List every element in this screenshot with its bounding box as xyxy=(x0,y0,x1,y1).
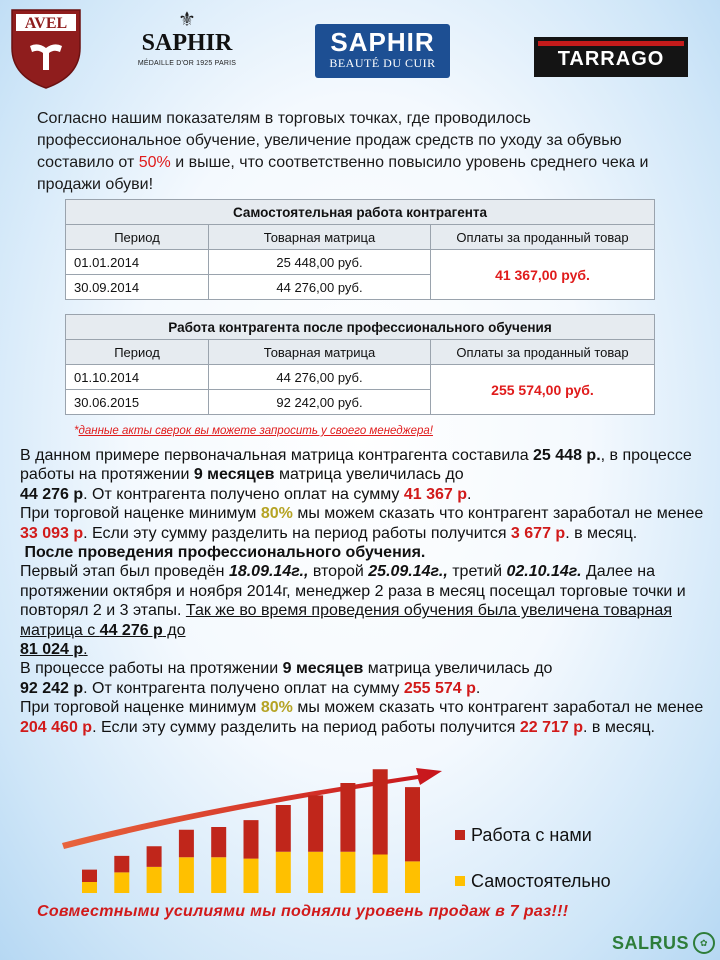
bar-self-6 xyxy=(244,859,259,893)
bar-self-8 xyxy=(308,852,323,893)
payment-cell: 255 574,00 руб. xyxy=(431,365,655,415)
column-header-matrix: Товарная матрица xyxy=(209,340,431,365)
bar-with-us-2 xyxy=(114,856,129,873)
paragraph-stages: Первый этап был проведён 18.09.14г., второй 25.09.14г., третий 02.10.14г. Далее на протяжении октября и ноября 2014г, менеджер 2 раза в месяц посещал торговые точки и повторял 2 и 3 этапы. Так же во время проведения обучения была увеличена товарная матрица с 44 276 р до 81 024 р. xyxy=(20,563,686,659)
bar-self-3 xyxy=(147,867,162,893)
bar-with-us-1 xyxy=(82,870,97,882)
bar-with-us-8 xyxy=(308,795,323,851)
period-cell: 01.10.2014 xyxy=(66,365,209,390)
avel-logo-text: AVEL xyxy=(24,15,68,32)
paragraph-initial: В данном примере первоначальная матрица контрагента составила 25 448 р., в процессе работы на протяжении 9 месяцев матрица увеличилась до 44 276 р. От контрагента получено оплат на сумму 41 367 р. xyxy=(20,447,692,503)
saphir-medaille-sub: MÉDAILLE D'OR 1925 PARIS xyxy=(137,60,237,67)
chart-legend xyxy=(455,812,611,904)
column-header-period: Период xyxy=(66,340,209,365)
bar-self-4 xyxy=(179,857,194,893)
saphir-beaute-sub: BEAUTÉ DU CUIR xyxy=(329,56,436,70)
table-row xyxy=(66,250,655,275)
matrix-cell: 44 276,00 руб. xyxy=(209,365,431,390)
column-header-payment: Оплаты за проданный товар xyxy=(431,225,655,250)
logo-bar xyxy=(0,0,720,100)
legend-swatch-yellow xyxy=(455,876,465,886)
avel-logo xyxy=(10,8,82,90)
section-heading: После проведения профессионального обучения. xyxy=(24,544,426,562)
table-row xyxy=(66,365,655,390)
salrus-logo xyxy=(612,932,715,954)
bar-self-1 xyxy=(82,882,97,893)
intro-percent: 50% xyxy=(138,154,171,171)
bar-with-us-10 xyxy=(373,769,388,854)
table-caption: Работа контрагента после профессионального обучения xyxy=(66,315,655,340)
period-cell: 30.09.2014 xyxy=(66,275,209,300)
legend-item-with-us xyxy=(455,812,611,858)
bar-with-us-7 xyxy=(276,805,291,852)
paragraph-margin-1: При торговой наценке минимум 80% мы можем сказать что контрагент заработал не менее 33 093 р. Если эту сумму разделить на период работы получится 3 677 р. в месяц. xyxy=(20,505,704,542)
bar-self-10 xyxy=(373,855,388,894)
column-header-period: Период xyxy=(66,225,209,250)
legend-item-self xyxy=(455,858,611,904)
bar-with-us-11 xyxy=(405,787,420,861)
bar-with-us-5 xyxy=(211,827,226,857)
tarrago-logo xyxy=(534,37,688,77)
matrix-cell: 25 448,00 руб. xyxy=(209,250,431,275)
intro-text-1: Согласно нашим показателям в торговых точках, где проводилось профессиональное обучение, увеличение продаж средств по уходу за обувью составило от xyxy=(37,110,622,171)
bar-with-us-9 xyxy=(340,783,355,852)
matrix-cell: 44 276,00 руб. xyxy=(209,275,431,300)
intro-text-2: и выше, что соответственно повысило уровень среднего чека и продажи обуви! xyxy=(37,154,649,193)
bar-with-us-4 xyxy=(179,830,194,858)
matrix-cell: 92 242,00 руб. xyxy=(209,390,431,415)
sales-growth-chart xyxy=(60,765,480,895)
saphir-beaute-logo xyxy=(315,24,450,78)
paragraph-margin-2: При торговой наценке минимум 80% мы можем сказать что контрагент заработал не менее 204 460 р. Если эту сумму разделить на период работы получится 22 717 р. в месяц. xyxy=(20,699,704,736)
column-header-matrix: Товарная матрица xyxy=(209,225,431,250)
bar-self-11 xyxy=(405,861,420,893)
body-text xyxy=(20,446,710,737)
payment-cell: 41 367,00 руб. xyxy=(431,250,655,300)
legend-label-self: Самостоятельно xyxy=(471,870,611,891)
saphir-medaille-word: SAPHIR xyxy=(141,30,233,56)
table-caption: Самостоятельная работа контрагента xyxy=(66,200,655,225)
bar-self-5 xyxy=(211,857,226,893)
bar-self-2 xyxy=(114,872,129,893)
legend-label-with-us: Работа с нами xyxy=(471,824,592,845)
footnote xyxy=(74,425,433,437)
bar-self-7 xyxy=(276,852,291,893)
column-header-payment: Оплаты за проданный товар xyxy=(431,340,655,365)
footnote-star: * xyxy=(74,425,79,437)
bar-with-us-3 xyxy=(147,846,162,867)
footnote-text: данные акты сверок вы можете запросить у своего менеджера! xyxy=(78,425,433,437)
bar-self-9 xyxy=(340,852,355,893)
salrus-emblem-icon: ✿ xyxy=(693,932,715,954)
salrus-word: SALRUS xyxy=(612,932,690,953)
slogan: Совместными усилиями мы подняли уровень продаж в 7 раз!!! xyxy=(37,903,569,920)
table-self-work xyxy=(65,199,655,300)
crest-icon: ⚜ xyxy=(178,7,196,31)
period-cell: 30.06.2015 xyxy=(66,390,209,415)
period-cell: 01.01.2014 xyxy=(66,250,209,275)
table-after-training xyxy=(65,314,655,415)
legend-swatch-red xyxy=(455,830,465,840)
tarrago-word: TARRAGO xyxy=(557,48,665,70)
tarrago-red-bar xyxy=(538,41,684,46)
bar-with-us-6 xyxy=(244,820,259,859)
intro-paragraph xyxy=(37,108,657,196)
saphir-medaille-logo xyxy=(132,8,242,84)
paragraph-growth: В процессе работы на протяжении 9 месяцев матрица увеличилась до 92 242 р. От контрагента получено оплат на сумму 255 574 р. xyxy=(20,660,553,697)
saphir-beaute-word: SAPHIR xyxy=(330,27,435,57)
